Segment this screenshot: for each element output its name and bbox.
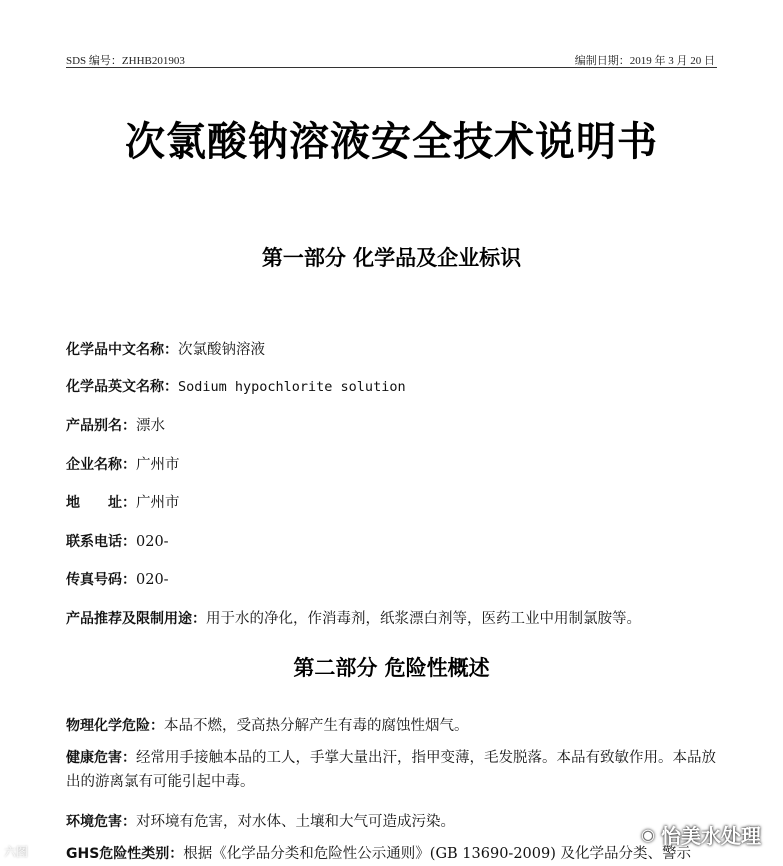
- field-value: 020-: [136, 534, 169, 550]
- environment-hazard: [66, 810, 726, 834]
- field-label: 物理化学危险：: [66, 718, 164, 734]
- field-value: 对环境有危害，对水体、土壤和大气可造成污染。: [136, 814, 455, 830]
- field-label: 传真号码：: [66, 572, 136, 588]
- health-hazard: [66, 746, 726, 794]
- field-label: 联系电话：: [66, 534, 136, 550]
- field-address: [66, 491, 180, 512]
- field-label: 企业名称：: [66, 457, 136, 473]
- field-en-name: [66, 376, 406, 396]
- field-value: 广州市: [136, 457, 180, 473]
- physical-hazard: [66, 714, 726, 738]
- field-value: 广州市: [136, 495, 180, 511]
- field-value: 根据《化学品分类和危险性公示通则》(GB 13690-2009) 及化学品分类、警示: [183, 846, 691, 862]
- field-fax: [66, 569, 169, 589]
- ghs-category: [66, 842, 726, 866]
- field-label: 产品推荐及限制用途：: [66, 611, 206, 627]
- document-title: 次氯酸钠溶液安全技术说明书: [125, 119, 658, 165]
- section1-heading: 第一部分 化学品及企业标识: [261, 246, 522, 270]
- field-value: 020-: [136, 572, 169, 588]
- field-company: [66, 453, 180, 474]
- field-label: 化学品英文名称：: [66, 379, 178, 395]
- field-alias: [66, 414, 165, 435]
- field-value: Sodium hypochlorite solution: [178, 379, 406, 395]
- wechat-icon: ◉: [641, 825, 655, 844]
- field-usage: [66, 607, 641, 628]
- watermark-left-text: 六图: [4, 845, 29, 859]
- header-divider: [66, 67, 717, 68]
- field-label: 健康危害：: [66, 750, 136, 766]
- watermark-right-text: 怡美水处理: [661, 824, 761, 848]
- compile-date: 编制日期：2019 年 3 月 20 日: [574, 55, 715, 67]
- watermark-left: [4, 843, 28, 860]
- field-value: 本品不燃，受高热分解产生有毒的腐蚀性烟气。: [164, 718, 469, 734]
- section2-heading: 第二部分 危险性概述: [293, 656, 490, 680]
- sds-number: SDS 编号：ZHHB201903: [66, 55, 185, 67]
- field-value: 用于水的净化，作消毒剂，纸浆漂白剂等，医药工业中用制氯胺等。: [206, 611, 641, 627]
- watermark-right: [641, 820, 761, 849]
- field-label: 产品别名：: [66, 418, 136, 434]
- field-label: 环境危害：: [66, 814, 136, 830]
- field-label: 地 址：: [66, 495, 136, 511]
- field-value: 漂水: [136, 418, 165, 434]
- field-label: GHS危险性类别：: [66, 846, 184, 862]
- field-cn-name: [66, 338, 265, 359]
- field-value: 次氯酸钠溶液: [178, 342, 265, 358]
- field-value: 经常用手接触本品的工人，手掌大量出汗，指甲变薄，毛发脱落。本品有致敏作用。本品放出的游离氯有可能引起中毒。: [66, 750, 716, 790]
- field-label: 化学品中文名称：: [66, 342, 178, 358]
- field-phone: [66, 531, 169, 551]
